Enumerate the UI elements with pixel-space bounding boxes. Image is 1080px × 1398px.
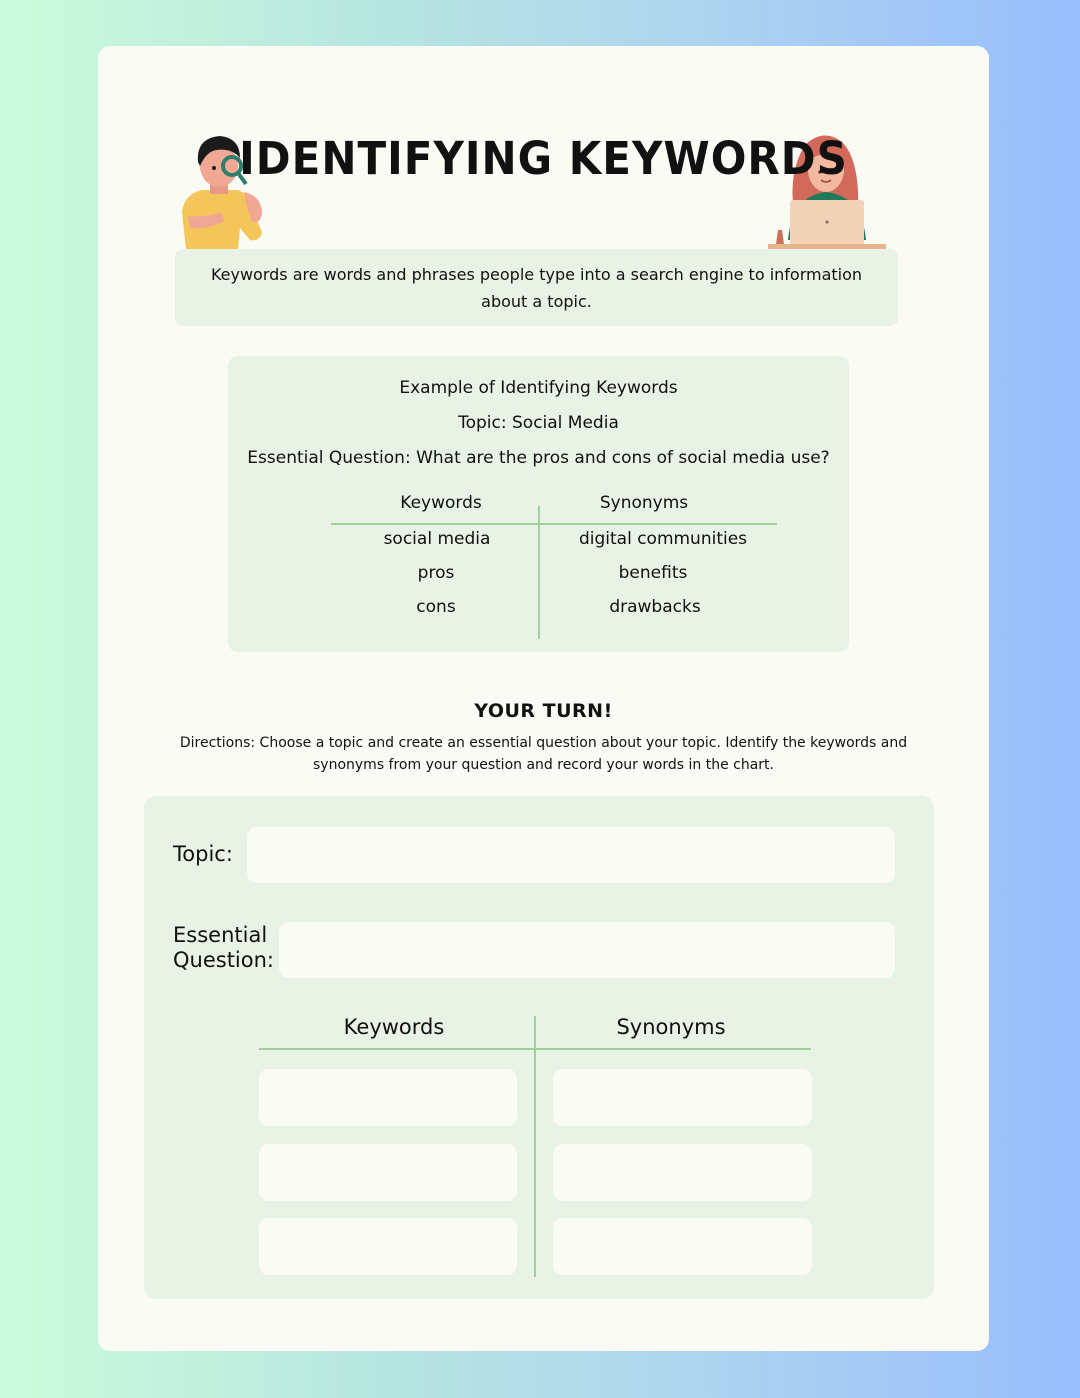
keyword-input-3[interactable] xyxy=(259,1218,517,1275)
worksheet-panel xyxy=(144,796,934,1299)
question-label-line-2: Question: xyxy=(173,948,275,972)
example-panel xyxy=(228,356,849,652)
synonyms-column-header: Synonyms xyxy=(616,1015,726,1039)
example-synonym-cell: drawbacks xyxy=(609,597,701,617)
example-topic: Topic: Social Media xyxy=(458,413,619,433)
topic-input[interactable] xyxy=(247,827,895,883)
topic-label: Topic: xyxy=(173,842,233,866)
example-synonym-cell: benefits xyxy=(618,563,688,583)
page-title: IDENTIFYING KEYWORDS xyxy=(239,132,848,185)
worksheet-table-column-divider xyxy=(534,1016,536,1277)
your-turn-heading: YOUR TURN! xyxy=(474,700,613,722)
example-synonyms-header: Synonyms xyxy=(599,493,689,513)
example-heading: Example of Identifying Keywords xyxy=(399,378,678,398)
synonym-input-1[interactable] xyxy=(553,1069,812,1126)
question-label-line-1: Essential xyxy=(173,923,268,947)
example-synonym-cell: digital communities xyxy=(578,529,748,549)
question-label xyxy=(173,923,274,973)
keywords-column-header: Keywords xyxy=(343,1015,445,1039)
example-keyword-cell: cons xyxy=(416,597,456,617)
example-question: Essential Question: What are the pros and cons of social media use? xyxy=(247,448,830,468)
keyword-input-2[interactable] xyxy=(259,1144,517,1201)
worksheet-page xyxy=(98,46,989,1351)
keyword-input-1[interactable] xyxy=(259,1069,517,1126)
example-keyword-cell: social media xyxy=(383,529,491,549)
essential-question-input[interactable] xyxy=(279,922,895,978)
synonym-input-3[interactable] xyxy=(553,1218,812,1275)
example-table-column-divider xyxy=(538,506,540,639)
keywords-definition: Keywords are words and phrases people type into a search engine to information about a topic. xyxy=(175,249,898,326)
synonym-input-2[interactable] xyxy=(553,1144,812,1201)
directions-text: Directions: Choose a topic and create an essential question about your topic. Identify the keywords and synonyms from your question and record your words in the chart. xyxy=(179,735,908,773)
example-table-divider xyxy=(331,523,777,525)
example-keywords-header: Keywords xyxy=(400,493,482,513)
example-keyword-cell: pros xyxy=(417,563,455,583)
